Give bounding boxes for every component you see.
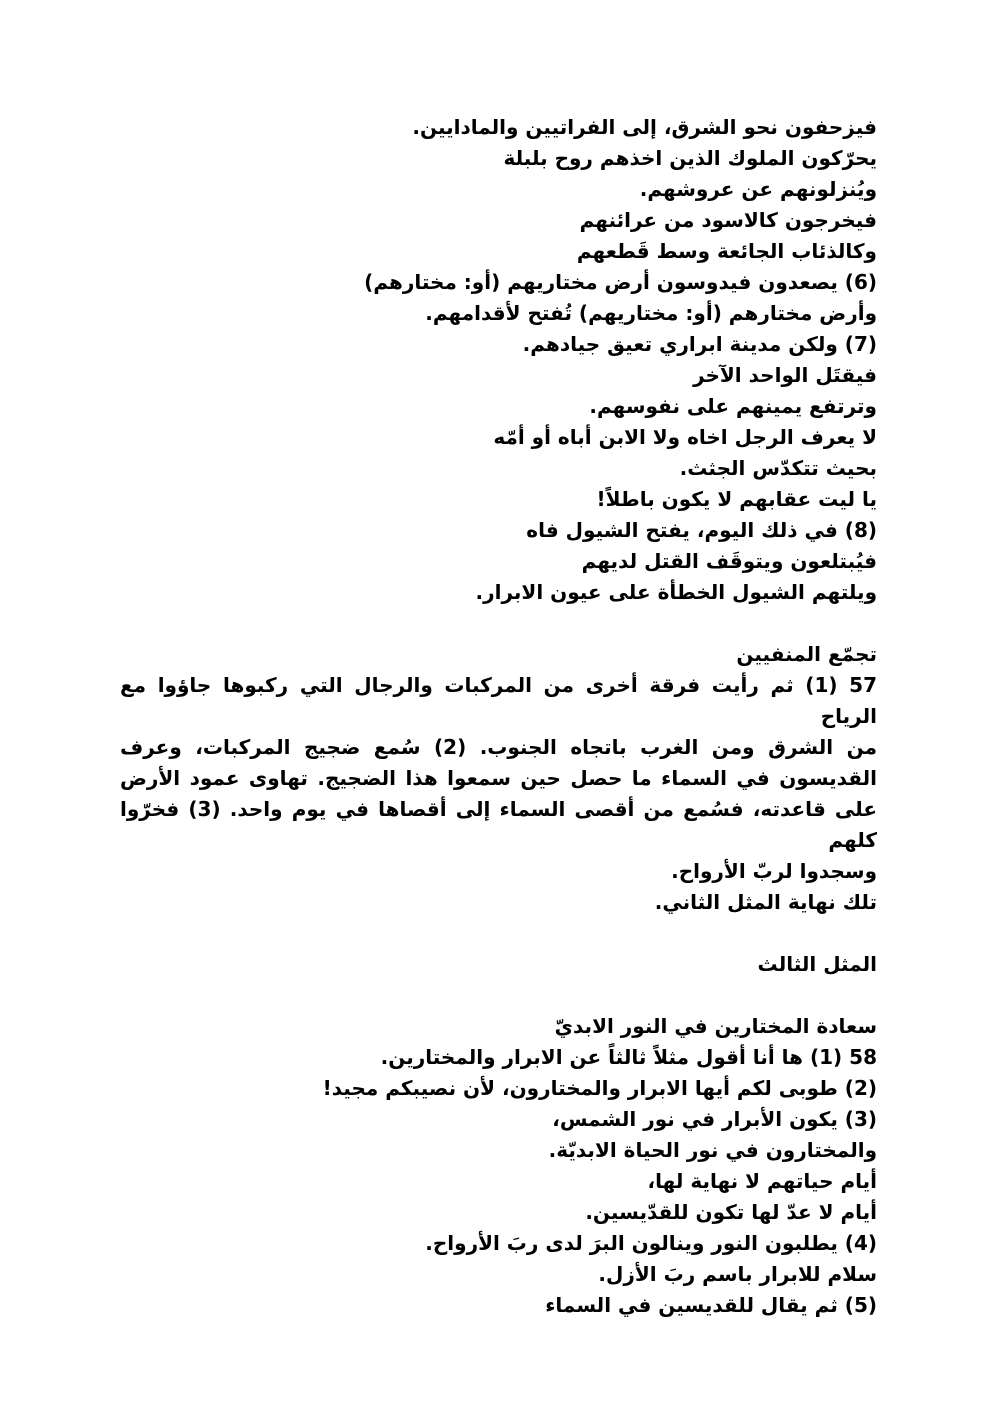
text-line: أيام حياتهم لا نهاية لها، [647,1169,877,1193]
text-line: (4) يطلبون النور وينالون البرَ لدى ربَ الأرواح. [425,1231,877,1255]
text-line: وترتفع يمينهم على نفوسهم. [589,394,877,418]
text-line: 57 (1) ثم رأيت فرقة أخرى من المركبات والرجال التي ركبوها جاؤوا مع الرياح [120,673,878,728]
text-line: (3) يكون الأبرار في نور الشمس، [552,1107,877,1131]
text-line: على قاعدته، فسُمع من أقصى السماء إلى أقصاها في يوم واحد. (3) فخرّوا كلهم [120,797,877,852]
text-line: أيام لا عدّ لها تكون للقدّيسين. [585,1200,877,1224]
text-line: ويُنزلونهم عن عروشهم. [639,177,877,201]
text-line: من الشرق ومن الغرب باتجاه الجنوب. (2) سُمع ضجيج المركبات، وعرف [120,735,878,759]
text-line: لا يعرف الرجل اخاه ولا الابن أباه أو أمّه [493,425,877,449]
text-line: فيخرجون كالاسود من عرائنهم [579,208,877,232]
text-line: وسجدوا لربّ الأرواح. [671,859,877,883]
text-line: (8) في ذلك اليوم، يفتح الشيول فاه [526,518,877,542]
section-heading: المثل الثالث [757,952,877,976]
text-line: تلك نهاية المثل الثاني. [654,890,877,914]
text-line: 58 (1) ها أنا أقول مثلاً ثالثاً عن الابرار والمختارين. [380,1045,877,1069]
text-line: ويلتهم الشيول الخطأة على عيون الابرار. [475,580,877,604]
text-line: القديسون في السماء ما حصل حين سمعوا هذا الضجيج. تهاوى عمود الأرض [120,766,877,790]
text-line: فيقتَل الواحد الآخر [693,363,877,387]
section-heading: تجمّع المنفيين [736,642,877,666]
text-line: (6) يصعدون فيدوسون أرض مختاريهم (أو: مختارهم) [364,270,877,294]
document-text-block [120,112,877,1321]
text-line: (2) طوبى لكم أيها الابرار والمختارون، لأن نصيبكم مجيد! [322,1076,877,1100]
blank-line [120,980,877,1011]
text-line: (5) ثم يقال للقديسين في السماء [545,1293,877,1317]
section-heading: سعادة المختارين في النور الابديّ [554,1014,877,1038]
text-line: (7) ولكن مدينة ابراري تعيق جيادهم. [522,332,877,356]
blank-line [120,608,877,639]
text-line: يا ليت عقابهم لا يكون باطلاً! [596,487,877,511]
text-line: سلام للابرار باسم ربَ الأزل. [598,1262,877,1286]
text-line: وأرض مختارهم (أو: مختاريهم) تُفتح لأقدامهم. [425,301,877,325]
text-line: فيُبتلعون ويتوقَف القتل لديهم [581,549,877,573]
text-line: وكالذئاب الجائعة وسط قَطعهم [576,239,877,263]
text-line: يحرّكون الملوك الذين اخذهم روح بلبلة [503,146,877,170]
text-line: والمختارون في نور الحياة الابديّة. [548,1138,877,1162]
text-line: بحيث تتكدّس الجثث. [679,456,877,480]
blank-line [120,918,877,949]
text-line: فيزحفون نحو الشرق، إلى الفراتيين والمادايين. [412,115,877,139]
